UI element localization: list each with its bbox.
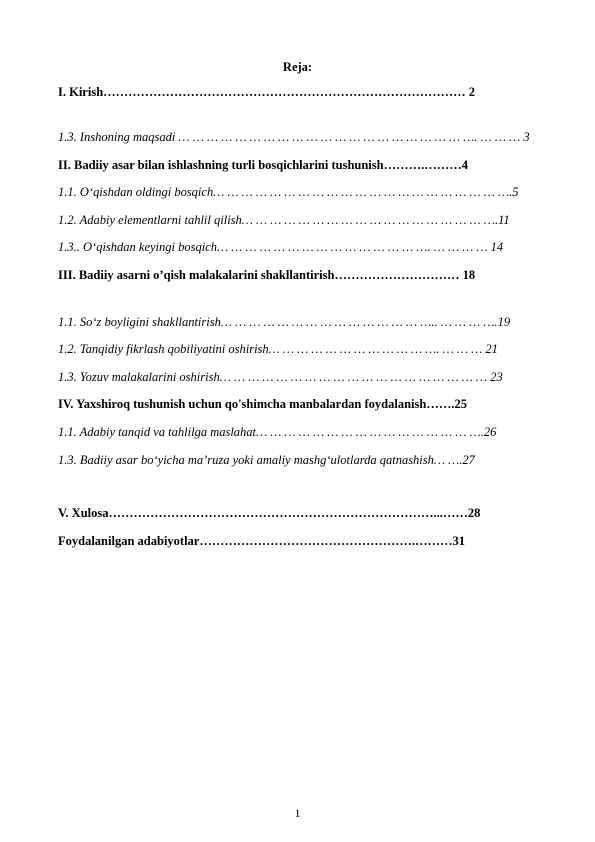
toc-entry-maruza bbox=[58, 452, 553, 469]
toc-entry-text: 1.3. Yozuv malakalarini oshirish… … … … … … … … … … … … … … … … … … … 23 bbox=[58, 370, 503, 384]
toc-entry-text: II. Badiiy asar bilan ishlashning turli bosqichlarini tushunish……….………4 bbox=[58, 158, 468, 172]
page-title: Reja: bbox=[282, 60, 313, 74]
toc-entry-text: 1.2. Tanqidiy fikrlash qobiliyatini oshirish… … … … … … … … … … … …. … … … 21 bbox=[58, 342, 498, 356]
toc-entry-xulosa bbox=[58, 505, 553, 522]
page-number: 1 bbox=[294, 806, 301, 820]
toc-entry-soz-boyligi bbox=[58, 314, 553, 331]
toc-entry-tanqidiy-fikrlash bbox=[58, 341, 553, 358]
toc-entry-yozuv-malakalari bbox=[58, 369, 553, 386]
toc-entry-badiiy-asar-bosqichlari bbox=[58, 157, 553, 174]
toc-entry-adabiyotlar bbox=[58, 533, 553, 550]
toc-entry-text: I. Kirish…………………………………………………………………………… 2 bbox=[58, 85, 476, 99]
toc-entry-text: 1.1. O‘qishdan oldingi bosqich… … … … … … … … … … … … … … … … … … … … ….5 bbox=[58, 185, 519, 199]
toc-entry-kirish bbox=[58, 84, 553, 101]
toc-entry-text: III. Badiiy asarni o’qish malakalarini shakllantirish………………………… 18 bbox=[58, 268, 476, 282]
toc-entry-text: 1.2. Adabiy elementlarni tahlil qilish… … … … … … … … … … … … … … … … … ….11 bbox=[58, 213, 510, 227]
toc-entry-qoshimcha-manbalar bbox=[58, 396, 553, 413]
toc-entry-text: 1.1. Adabiy tanqid va tahlilga maslahat… … … … … … … … … … … … … … … ….26 bbox=[58, 425, 497, 439]
toc-entry-text: IV. Yaxshiroq tushunish uchun qo'shimcha manbalardan foydalanish…….25 bbox=[58, 397, 467, 411]
toc-entry-oqishdan-oldingi bbox=[58, 184, 553, 201]
toc-entry-oqishdan-keyingi bbox=[58, 239, 553, 256]
toc-entry-text: 1.3.. O‘qishdan keyingi bosqich… … … … … … … … … … … … … … …. … … … … 14 bbox=[58, 240, 504, 254]
toc-entry-inshoning-maqsadi bbox=[58, 129, 553, 146]
toc-entry-adabiy-tanqid bbox=[58, 424, 553, 441]
toc-entry-text: 1.3. Inshoning maqsadi … … … … … … … … … … … … … … … … … … … … …. … … … 3 bbox=[58, 130, 530, 144]
toc-entry-text: 1.1. So‘z boyligini shakllantirish… … … … … … … … … … … … … … ….. … … … ….19 bbox=[58, 315, 511, 329]
toc-entry-text: Foydalanilgan adabiyotlar…………………………………………….………31 bbox=[58, 534, 465, 548]
toc-entry-oqish-malakalari bbox=[58, 267, 553, 284]
toc-entry-adabiy-elementlar bbox=[58, 212, 553, 229]
toc-entry-text: 1.3. Badiiy asar bo‘yicha ma’ruza yoki amaliy mashg‘ulotlarda qatnashish… ….27 bbox=[58, 453, 475, 467]
toc-entry-text: V. Xulosa……………………………………………………………………...……28 bbox=[58, 506, 481, 520]
